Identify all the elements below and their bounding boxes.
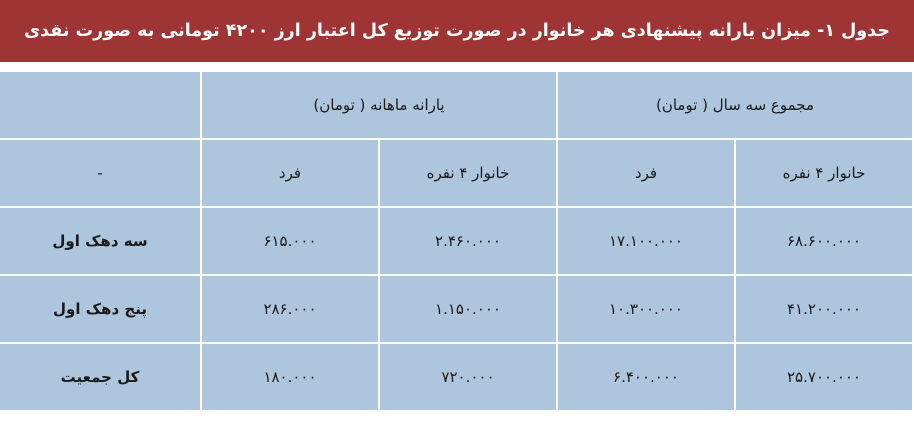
cell-individual-total bbox=[557, 343, 735, 411]
sub-header-individual-total: فرد bbox=[557, 139, 735, 207]
value-text: ۴۱.۲۰۰.۰۰۰ bbox=[787, 300, 861, 318]
table-row bbox=[0, 275, 913, 343]
value-text: ۱۰.۳۰۰.۰۰۰ bbox=[609, 300, 683, 318]
table-sub-header-row bbox=[0, 139, 913, 207]
cell-individual-total bbox=[557, 275, 735, 343]
group-header-corner bbox=[0, 71, 201, 139]
row-label-first-five-deciles: پنج دهک اول bbox=[0, 275, 201, 343]
value-text: ۶۸.۶۰۰.۰۰۰ bbox=[787, 232, 861, 250]
value-text: ۷۲۰.۰۰۰ bbox=[441, 368, 495, 386]
value-text: ۶۱۵.۰۰۰ bbox=[263, 232, 317, 250]
cell-individual-monthly bbox=[201, 275, 379, 343]
table-row bbox=[0, 343, 913, 411]
subsidy-table bbox=[0, 70, 914, 412]
cell-household-total bbox=[735, 275, 913, 343]
cell-household-monthly bbox=[379, 275, 557, 343]
page-title: جدول ۱- میزان یارانه پیشنهادی هر خانوار در صورت توزیع کل اعتبار ارز ۴۲۰۰ تومانی به صورت نقدی bbox=[24, 20, 890, 41]
row-label-total-population: کل جمعیت bbox=[0, 343, 201, 411]
table-group-header-row bbox=[0, 71, 913, 139]
group-header-monthly-subsidy: یارانه ماهانه ( تومان) bbox=[201, 71, 557, 139]
cell-household-monthly bbox=[379, 207, 557, 275]
row-label-first-three-deciles: سه دهک اول bbox=[0, 207, 201, 275]
cell-individual-monthly bbox=[201, 343, 379, 411]
sub-header-household-total: خانوار ۴ نفره bbox=[735, 139, 913, 207]
value-text: ۱۷.۱۰۰.۰۰۰ bbox=[609, 232, 683, 250]
value-text: ۱۸۰.۰۰۰ bbox=[263, 368, 317, 386]
sub-header-row-label: - bbox=[0, 139, 201, 207]
group-header-three-year-total: مجموع سه سال ( تومان) bbox=[557, 71, 913, 139]
value-text: ۱.۱۵۰.۰۰۰ bbox=[435, 300, 501, 318]
value-text: ۲۵.۷۰۰.۰۰۰ bbox=[787, 368, 861, 386]
value-text: ۶.۴۰۰.۰۰۰ bbox=[613, 368, 679, 386]
cell-household-monthly bbox=[379, 343, 557, 411]
table-container bbox=[0, 70, 914, 412]
sub-header-household-monthly: خانوار ۴ نفره bbox=[379, 139, 557, 207]
cell-individual-monthly bbox=[201, 207, 379, 275]
cell-individual-total bbox=[557, 207, 735, 275]
value-text: ۲.۴۶۰.۰۰۰ bbox=[435, 232, 501, 250]
table-row bbox=[0, 207, 913, 275]
cell-household-total bbox=[735, 343, 913, 411]
cell-household-total bbox=[735, 207, 913, 275]
value-text: ۲۸۶.۰۰۰ bbox=[263, 300, 317, 318]
sub-header-individual-monthly: فرد bbox=[201, 139, 379, 207]
table-title-bar bbox=[0, 0, 914, 62]
